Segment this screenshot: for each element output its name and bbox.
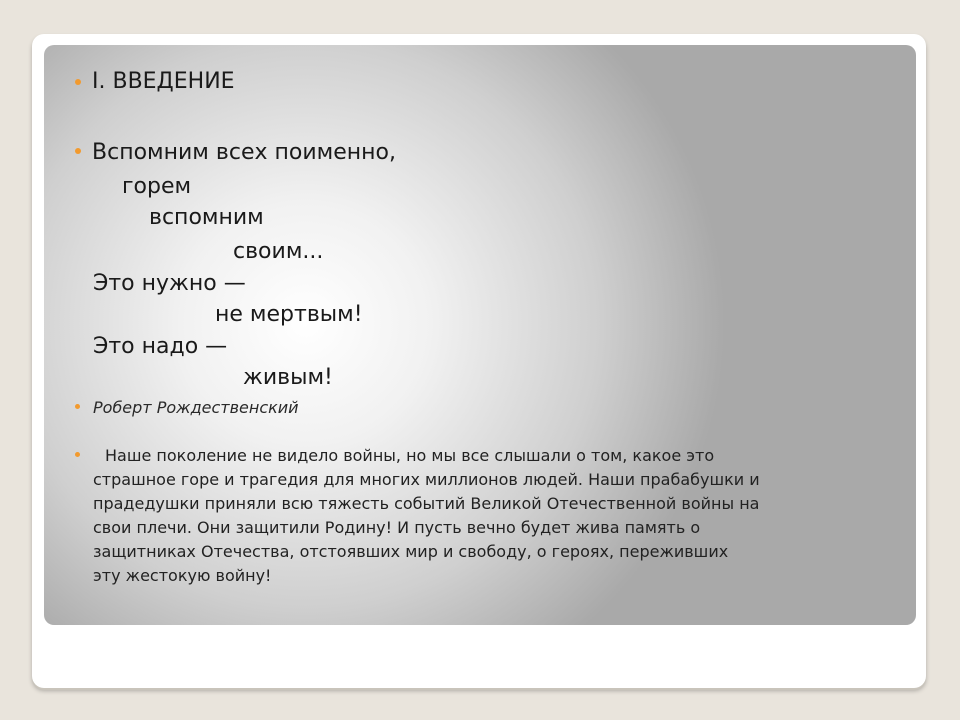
- paragraph-line: Наше поколение не видело войны, но мы все слышали о том, какое это: [105, 446, 715, 465]
- bullet-marker: [75, 404, 80, 409]
- poem-author: Роберт Рождественский: [93, 398, 299, 417]
- intro-paragraph: [93, 444, 853, 588]
- poem-line: Это нужно —: [93, 271, 246, 296]
- poem-line: вспомним: [149, 205, 264, 230]
- bullet-marker: [75, 148, 81, 154]
- poem-line: Вспомним всех поименно,: [92, 140, 397, 165]
- paragraph-line: эту жестокую войну!: [93, 566, 272, 585]
- poem-line: горем: [122, 174, 192, 199]
- poem-line: своим...: [233, 239, 324, 264]
- paragraph-line: прадедушки приняли всю тяжесть событий Великой Отечественной войны на: [93, 494, 760, 513]
- paragraph-line: страшное горе и трагедия для многих миллионов людей. Наши прабабушки и: [93, 470, 760, 489]
- paragraph-line: свои плечи. Они защитили Родину! И пусть вечно будет жива память о: [93, 518, 701, 537]
- poem-line: живым!: [243, 365, 333, 390]
- bullet-marker: [75, 452, 80, 457]
- bullet-marker: [75, 79, 81, 85]
- poem-line: не мертвым!: [215, 302, 363, 327]
- paragraph-line: защитниках Отечества, отстоявших мир и свободу, о героях, переживших: [93, 542, 729, 561]
- poem-line: Это надо —: [93, 334, 228, 359]
- slide-heading: I. ВВЕДЕНИЕ: [92, 69, 235, 94]
